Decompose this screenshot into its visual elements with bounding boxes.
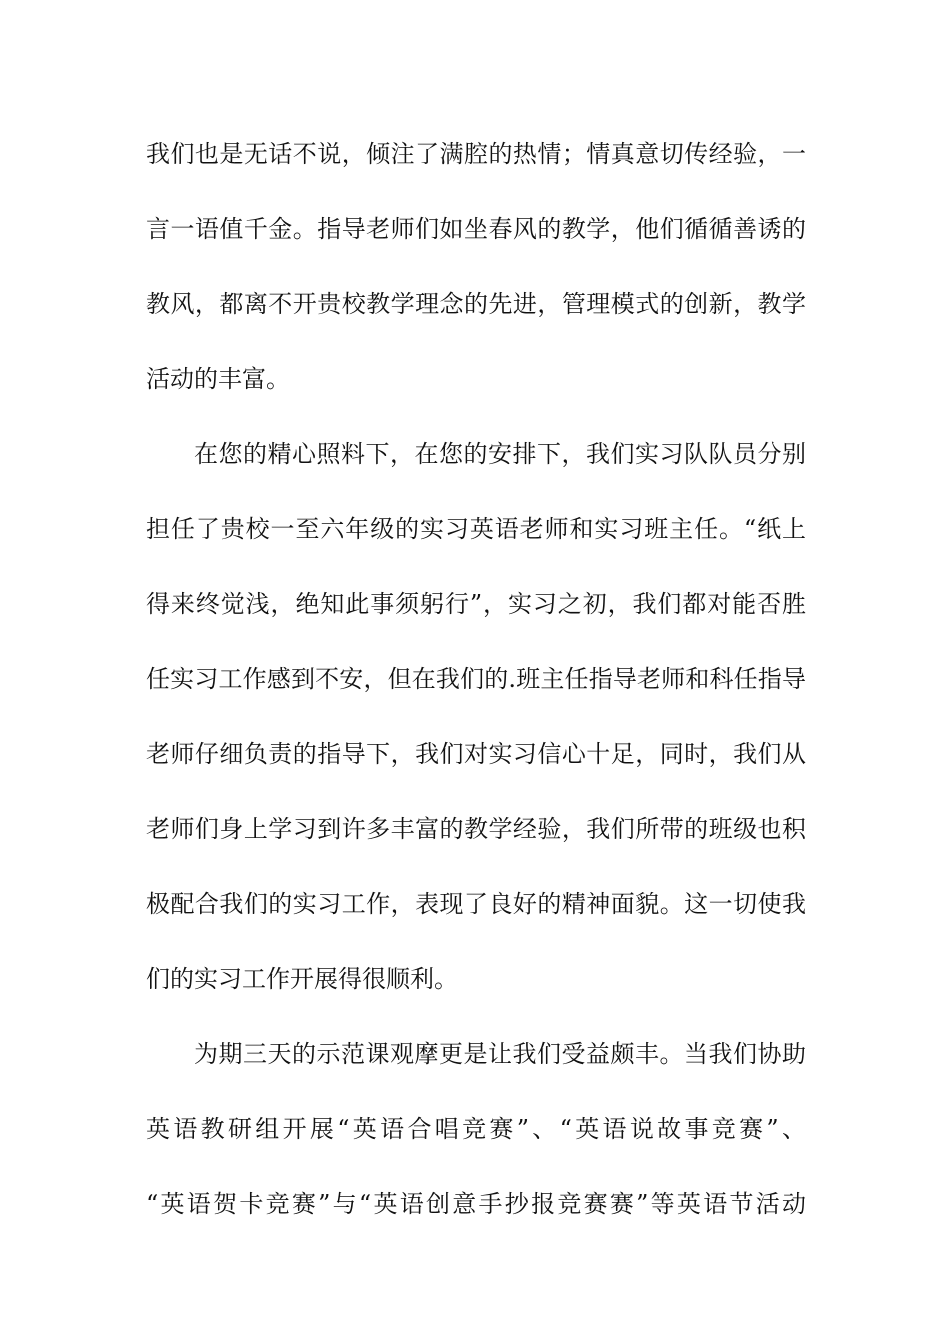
text-line: 在您的精心照料下，在您的安排下，我们实习队队员分别	[194, 440, 806, 468]
text-line: 英语教研组开展“英语合唱竞赛”、“英语说故事竞赛”、	[146, 1115, 806, 1143]
text-line: 教风，都离不开贵校教学理念的先进，管理模式的创新，教学	[146, 290, 806, 318]
text-line: 老师们身上学习到许多丰富的教学经验，我们所带的班级也积	[146, 815, 806, 843]
text-line: 老师仔细负责的指导下，我们对实习信心十足，同时，我们从	[146, 740, 806, 768]
text-line: “英语贺卡竞赛”与“英语创意手抄报竞赛赛”等英语节活动	[146, 1190, 806, 1218]
text-line: 活动的丰富。	[146, 365, 290, 393]
text-line: 为期三天的示范课观摩更是让我们受益颇丰。当我们协助	[194, 1040, 806, 1068]
text-line: 们的实习工作开展得很顺利。	[146, 965, 458, 993]
text-line: 我们也是无话不说，倾注了满腔的热情；情真意切传经验，一	[146, 140, 806, 168]
text-line: 担任了贵校一至六年级的实习英语老师和实习班主任。“纸上	[146, 515, 806, 543]
text-line: 言一语值千金。指导老师们如坐春风的教学，他们循循善诱的	[146, 215, 806, 243]
text-line: 任实习工作感到不安，但在我们的.班主任指导老师和科任指导	[146, 665, 806, 693]
text-line: 得来终觉浅，绝知此事须躬行”，实习之初，我们都对能否胜	[146, 590, 806, 618]
text-line: 极配合我们的实习工作，表现了良好的精神面貌。这一切使我	[146, 890, 806, 918]
body-text	[146, 126, 806, 1251]
